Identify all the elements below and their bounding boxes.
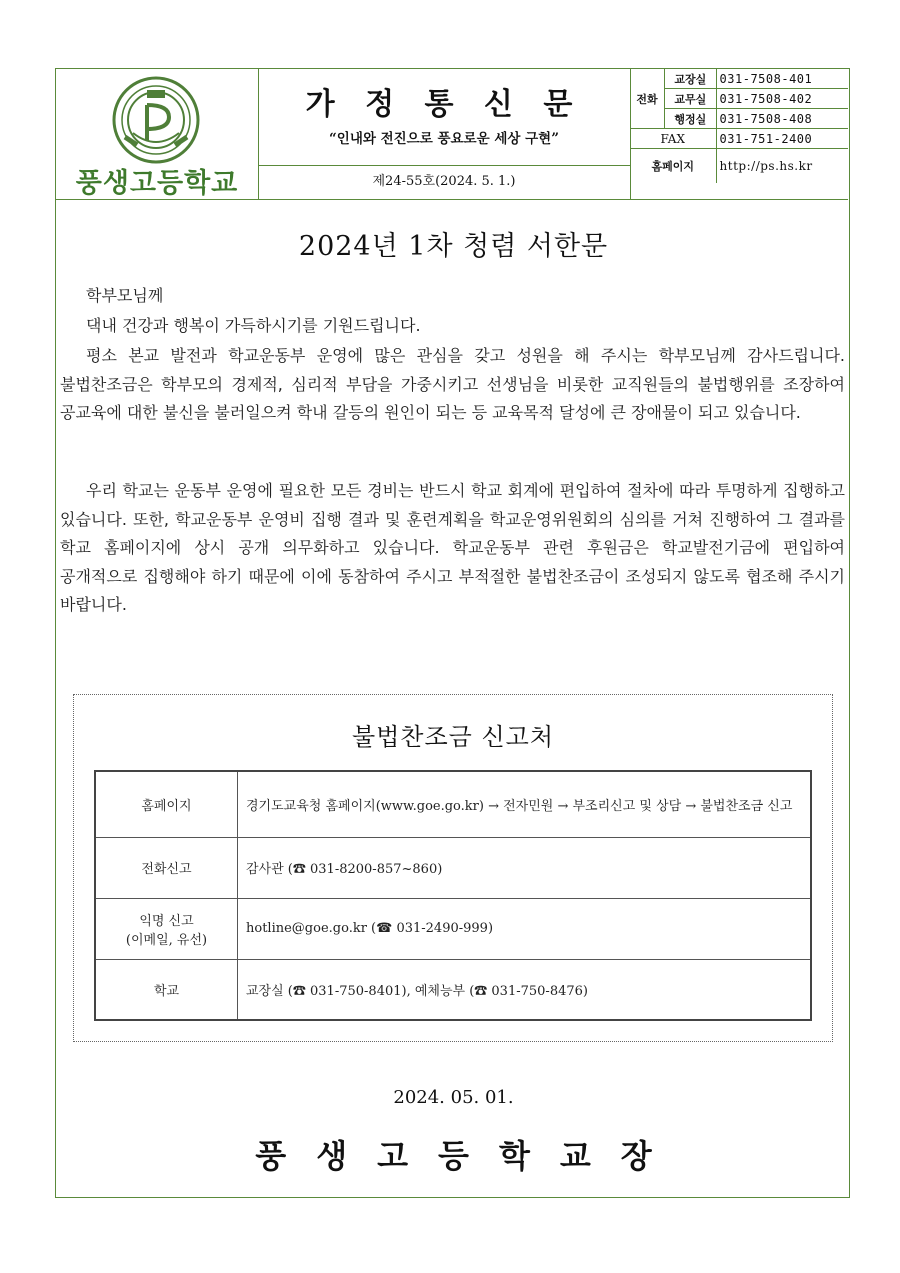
table-row (95, 837, 811, 898)
report-title: 불법찬조금 신고처 (351, 723, 555, 751)
contact-label: 교무실 (665, 89, 717, 109)
signer-name: 풍생고등학교장 (255, 1137, 682, 1175)
contact-label: 행정실 (665, 109, 717, 129)
letterhead (56, 69, 848, 200)
newsletter-title: 가 정 통 신 문 (305, 87, 583, 122)
logo-cell (56, 69, 259, 199)
report-key: 홈페이지 (95, 771, 238, 837)
letter-paragraph-2: 평소 본교 발전과 학교운동부 운영에 많은 관심을 갖고 성원을 해 주시는 학부모님께 감사드립니다. 불법찬조금은 학부모의 경제적, 심리적 부담을 가중시키고 선생님을 비롯한 교직원들의 불법행위를 조장하여 공교육에 대한 불신을 불러일으켜 학내 갈등의 원인이 되는 등 교육목적 달성에 큰 장애물이 되고 있습니다. (60, 346, 845, 422)
report-box (73, 694, 833, 1042)
issue-number: 제24-55호(2024. 5. 1.) (258, 165, 631, 199)
report-key: 전화신고 (95, 837, 238, 898)
homepage-link[interactable]: http://ps.hs.kr (716, 149, 848, 184)
contact-number: 031-7508-408 (716, 109, 848, 129)
homepage-label: 홈페이지 (630, 149, 716, 184)
school-name: 풍생고등학교 (75, 168, 239, 199)
contact-label: 교장실 (665, 69, 717, 89)
report-value: hotline@goe.go.kr (☎ 031-2490-999) (238, 898, 812, 959)
report-value: 감사관 (☎ 031-8200-857~860) (238, 837, 812, 898)
school-seal-logo (111, 75, 201, 165)
table-row (95, 898, 811, 959)
fax-number: 031-751-2400 (716, 129, 848, 149)
document-frame (55, 68, 850, 1198)
report-key: 익명 신고 (이메일, 유선) (95, 898, 238, 959)
phone-label: 전화 (630, 69, 665, 129)
letter-paragraph-3: 우리 학교는 운동부 운영에 필요한 모든 경비는 반드시 학교 회계에 편입하여 절차에 따라 투명하게 집행하고 있습니다. 또한, 학교운동부 운영비 집행 결과 및 훈련계획을 학교운영위원회의 심의를 거쳐 진행하여 그 결과를 학교 홈페이지에 상시 공개 의무화하고 있습니다. 학교운동부 관련 후원금은 학교발전기금에 편입하여 공개적으로 집행해야 하기 때문에 이에 동참하여 주시고 부적절한 불법찬조금이 조성되지 않도록 협조해 주시기 바랍니다. (60, 481, 845, 614)
letter-title: 2024년 1차 청렴 서한문 (298, 231, 609, 262)
letter-date: 2024. 05. 01. (393, 1087, 514, 1108)
table-row (95, 771, 811, 837)
report-value: 교장실 (☎ 031-750-8401), 예체능부 (☎ 031-750-8476) (238, 959, 812, 1020)
school-motto: “인내와 전진으로 풍요로운 세상 구현” (329, 131, 559, 147)
letter-greeting: 학부모님께 (86, 286, 164, 305)
report-value: 경기도교육청 홈페이지(www.goe.go.kr) → 전자민원 → 부조리신고 및 상담 → 불법찬조금 신고 (238, 771, 812, 837)
title-cell (258, 69, 631, 166)
fax-label: FAX (630, 129, 716, 149)
report-table (94, 770, 812, 1021)
table-row (95, 959, 811, 1020)
contact-number: 031-7508-402 (716, 89, 848, 109)
contact-table (630, 69, 848, 199)
letter-paragraph-1: 댁내 건강과 행복이 가득하시기를 기원드립니다. (86, 316, 421, 335)
contact-number: 031-7508-401 (716, 69, 848, 89)
report-key: 학교 (95, 959, 238, 1020)
